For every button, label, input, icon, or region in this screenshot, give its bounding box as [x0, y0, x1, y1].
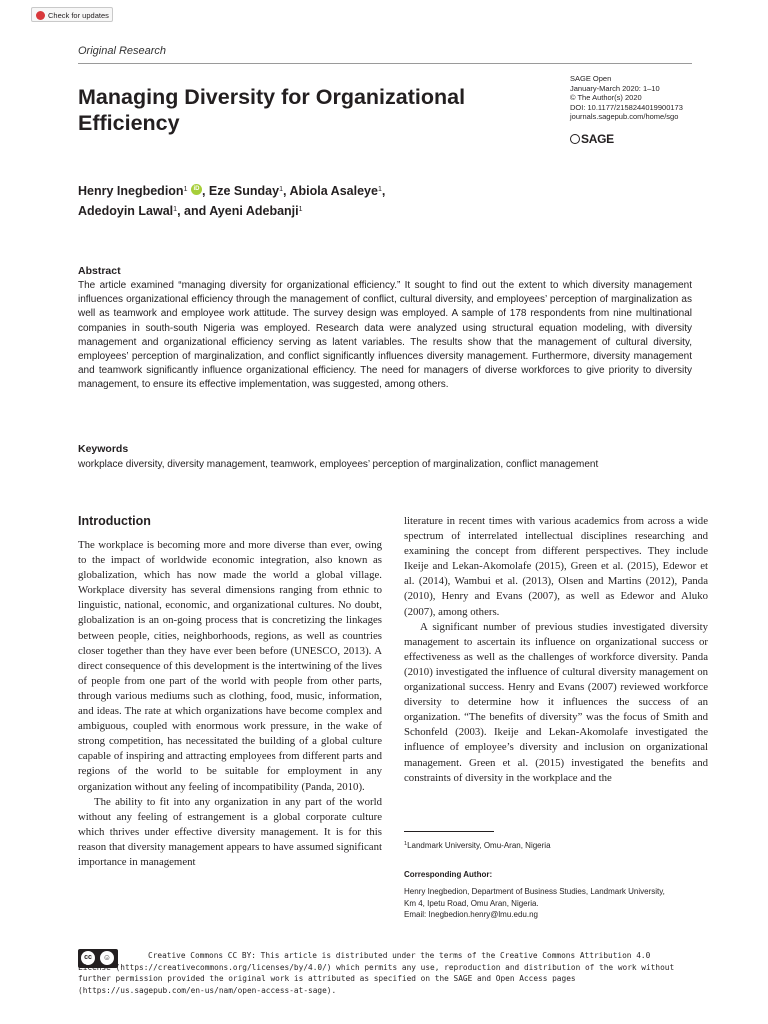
- corresponding-author-details: Henry Inegbedion, Department of Business Studies, Landmark University, Km 4, Ipetu Road, Omu Aran, Nigeria. Email: Inegbedion.henry@lmu.edu.ng: [404, 886, 704, 921]
- body-paragraph: The workplace is becoming more and more diverse than ever, owing to the impact of worldwide economic integration, also known as globalization, which has now made the world a global village. Workplace diversity has several dimensions ranging from ethnic to linguistic, national, economic, and organizational cultures. No doubt, globalization is an on-going process that is concretizing the linkages between people, cities, neighborhoods, regions, as well as countries closer together than they have ever been before (UNESCO, 2013). A direct consequence of this development is the intertwining of the lives of people from one part of the world with people from other parts, through various mediums such as clothing, food, music, information, and ideas. The rate at which organizations have become complex and ambiguous, coupled with enormous work pressure, in the wake of strong competition, has necessitated the building of a global culture capable of inspiring and attracting employees from different parts and regions of the world to be suitable for employment in any organization without any feeling of incompatibility (Panda, 2010).: [78, 539, 382, 793]
- journal-copyright: © The Author(s) 2020: [570, 93, 642, 103]
- header-rule: [78, 63, 692, 64]
- check-for-updates-label: Check for updates: [48, 11, 109, 20]
- orcid-icon[interactable]: iD: [191, 184, 202, 195]
- license-text: Creative Commons CC BY: This article is distributed under the terms of the Creative Commons Attribution 4.0 License (https://creativecommons.org/licenses/by/4.0/) which permits any use, reproduction and distribution of the work without further permission provided the original work is attributed as specified on the SAGE and Open Access pages (https://us.sagepub.com/en-us/nam/open-access-at-sage).: [78, 951, 675, 995]
- sage-logo-icon: [570, 134, 580, 144]
- corresponding-email[interactable]: Email: Inegbedion.henry@lmu.edu.ng: [404, 910, 538, 919]
- section-label: Original Research: [78, 45, 167, 57]
- keywords-text: workplace diversity, diversity management, teamwork, employees’ perception of marginalization, conflict management: [78, 459, 599, 470]
- body-paragraph: The ability to fit into any organization in any part of the world without any feeling of estrangement is a global corporate culture which thrives under effective diversity management. It is for this reason that diversity management appears to have assumed significant importance in management: [78, 795, 382, 868]
- abstract-heading: Abstract: [78, 265, 121, 277]
- body-column-right: [404, 514, 708, 786]
- footnote-rule: [404, 831, 494, 832]
- introduction-heading: Introduction: [78, 514, 151, 528]
- body-paragraph: literature in recent times with various academics from across a wide spectrum of interrelated intellectual disciplines researching and examining the concept from different perspectives. They include Ikeije and Lekan-Akomolafe (2015), Green et al. (2015), Edewor et al. (2014), Wambui et al. (2013), Olsen and Martins (2012), Panda (2010), Henry and Evans (2007), as well as Edewor and Aluko (2007), among others.: [404, 515, 708, 618]
- journal-doi[interactable]: DOI: 10.1177/2158244019900173: [570, 102, 683, 112]
- journal-name: SAGE Open: [570, 74, 612, 83]
- body-column-left: [78, 538, 382, 870]
- corresponding-author-heading: Corresponding Author:: [404, 870, 493, 879]
- creative-commons-icon[interactable]: cc ☺: [78, 949, 118, 968]
- author-list: Henry Inegbedion$^1$ iD , Eze Sunday$^1$, Abiola Asaleye$^1$, Adedoyin Lawal$^1$, and Ayeni Adebanji$^1$: [78, 184, 386, 218]
- keywords-heading: Keywords: [78, 443, 129, 455]
- sage-logo: SAGE: [570, 132, 614, 146]
- journal-issue: January-March 2020: 1–10: [570, 83, 660, 93]
- affiliation-footnote: $^1$Landmark University, Omu-Aran, Nigeria: [404, 841, 551, 850]
- article-title: Managing Diversity for Organizational Efficiency: [78, 85, 466, 135]
- check-for-updates-icon: [36, 11, 45, 20]
- body-paragraph: A significant number of previous studies investigated diversity management to ascertain its influence on organizational success or effectiveness as well as the challenges of workforce diversity. Panda (2010) investigated the influence of cultural diversity management on organizational success. Henry and Evans (2007) reviewed workforce diversity to determine how it influences the success of an organization. “The benefits of diversity” was the focus of Smith and Schonfeld (2003). Ikeije and Lekan-Akomolafe investigated the influence of employee’s diversity and inclusion on organizational management. Green et al. (2015) investigated the benefits and constraints of diversity in the workplace and the: [404, 620, 708, 784]
- journal-url[interactable]: journals.sagepub.com/home/sgo: [570, 112, 679, 122]
- journal-meta: [570, 74, 683, 122]
- abstract-text: The article examined “managing diversity for organizational efficiency.” It sought to find out the extent to which diversity management influences organizational efficiency through the management of conflict, cultural diversity, and employees’ perception of marginalization as well as teamwork and employee work attitude. The survey design was employed. A sample of 178 respondents from nine multinational companies in south-south Nigeria was employed. Research data were analyzed using structural equation modeling, with diversity management and organizational efficiency serving as latent variables. The results show that the management of cultural diversity, employees’ perception of marginalization, and conflict significantly influences diversity management. Furthermore, diversity management and teamwork significantly influence organizational efficiency. The need for managers of diverse workforces to give priority to diversity management, to ensure its effective implementation, was suggested, among others.: [78, 280, 692, 391]
- check-for-updates-badge[interactable]: [31, 7, 113, 22]
